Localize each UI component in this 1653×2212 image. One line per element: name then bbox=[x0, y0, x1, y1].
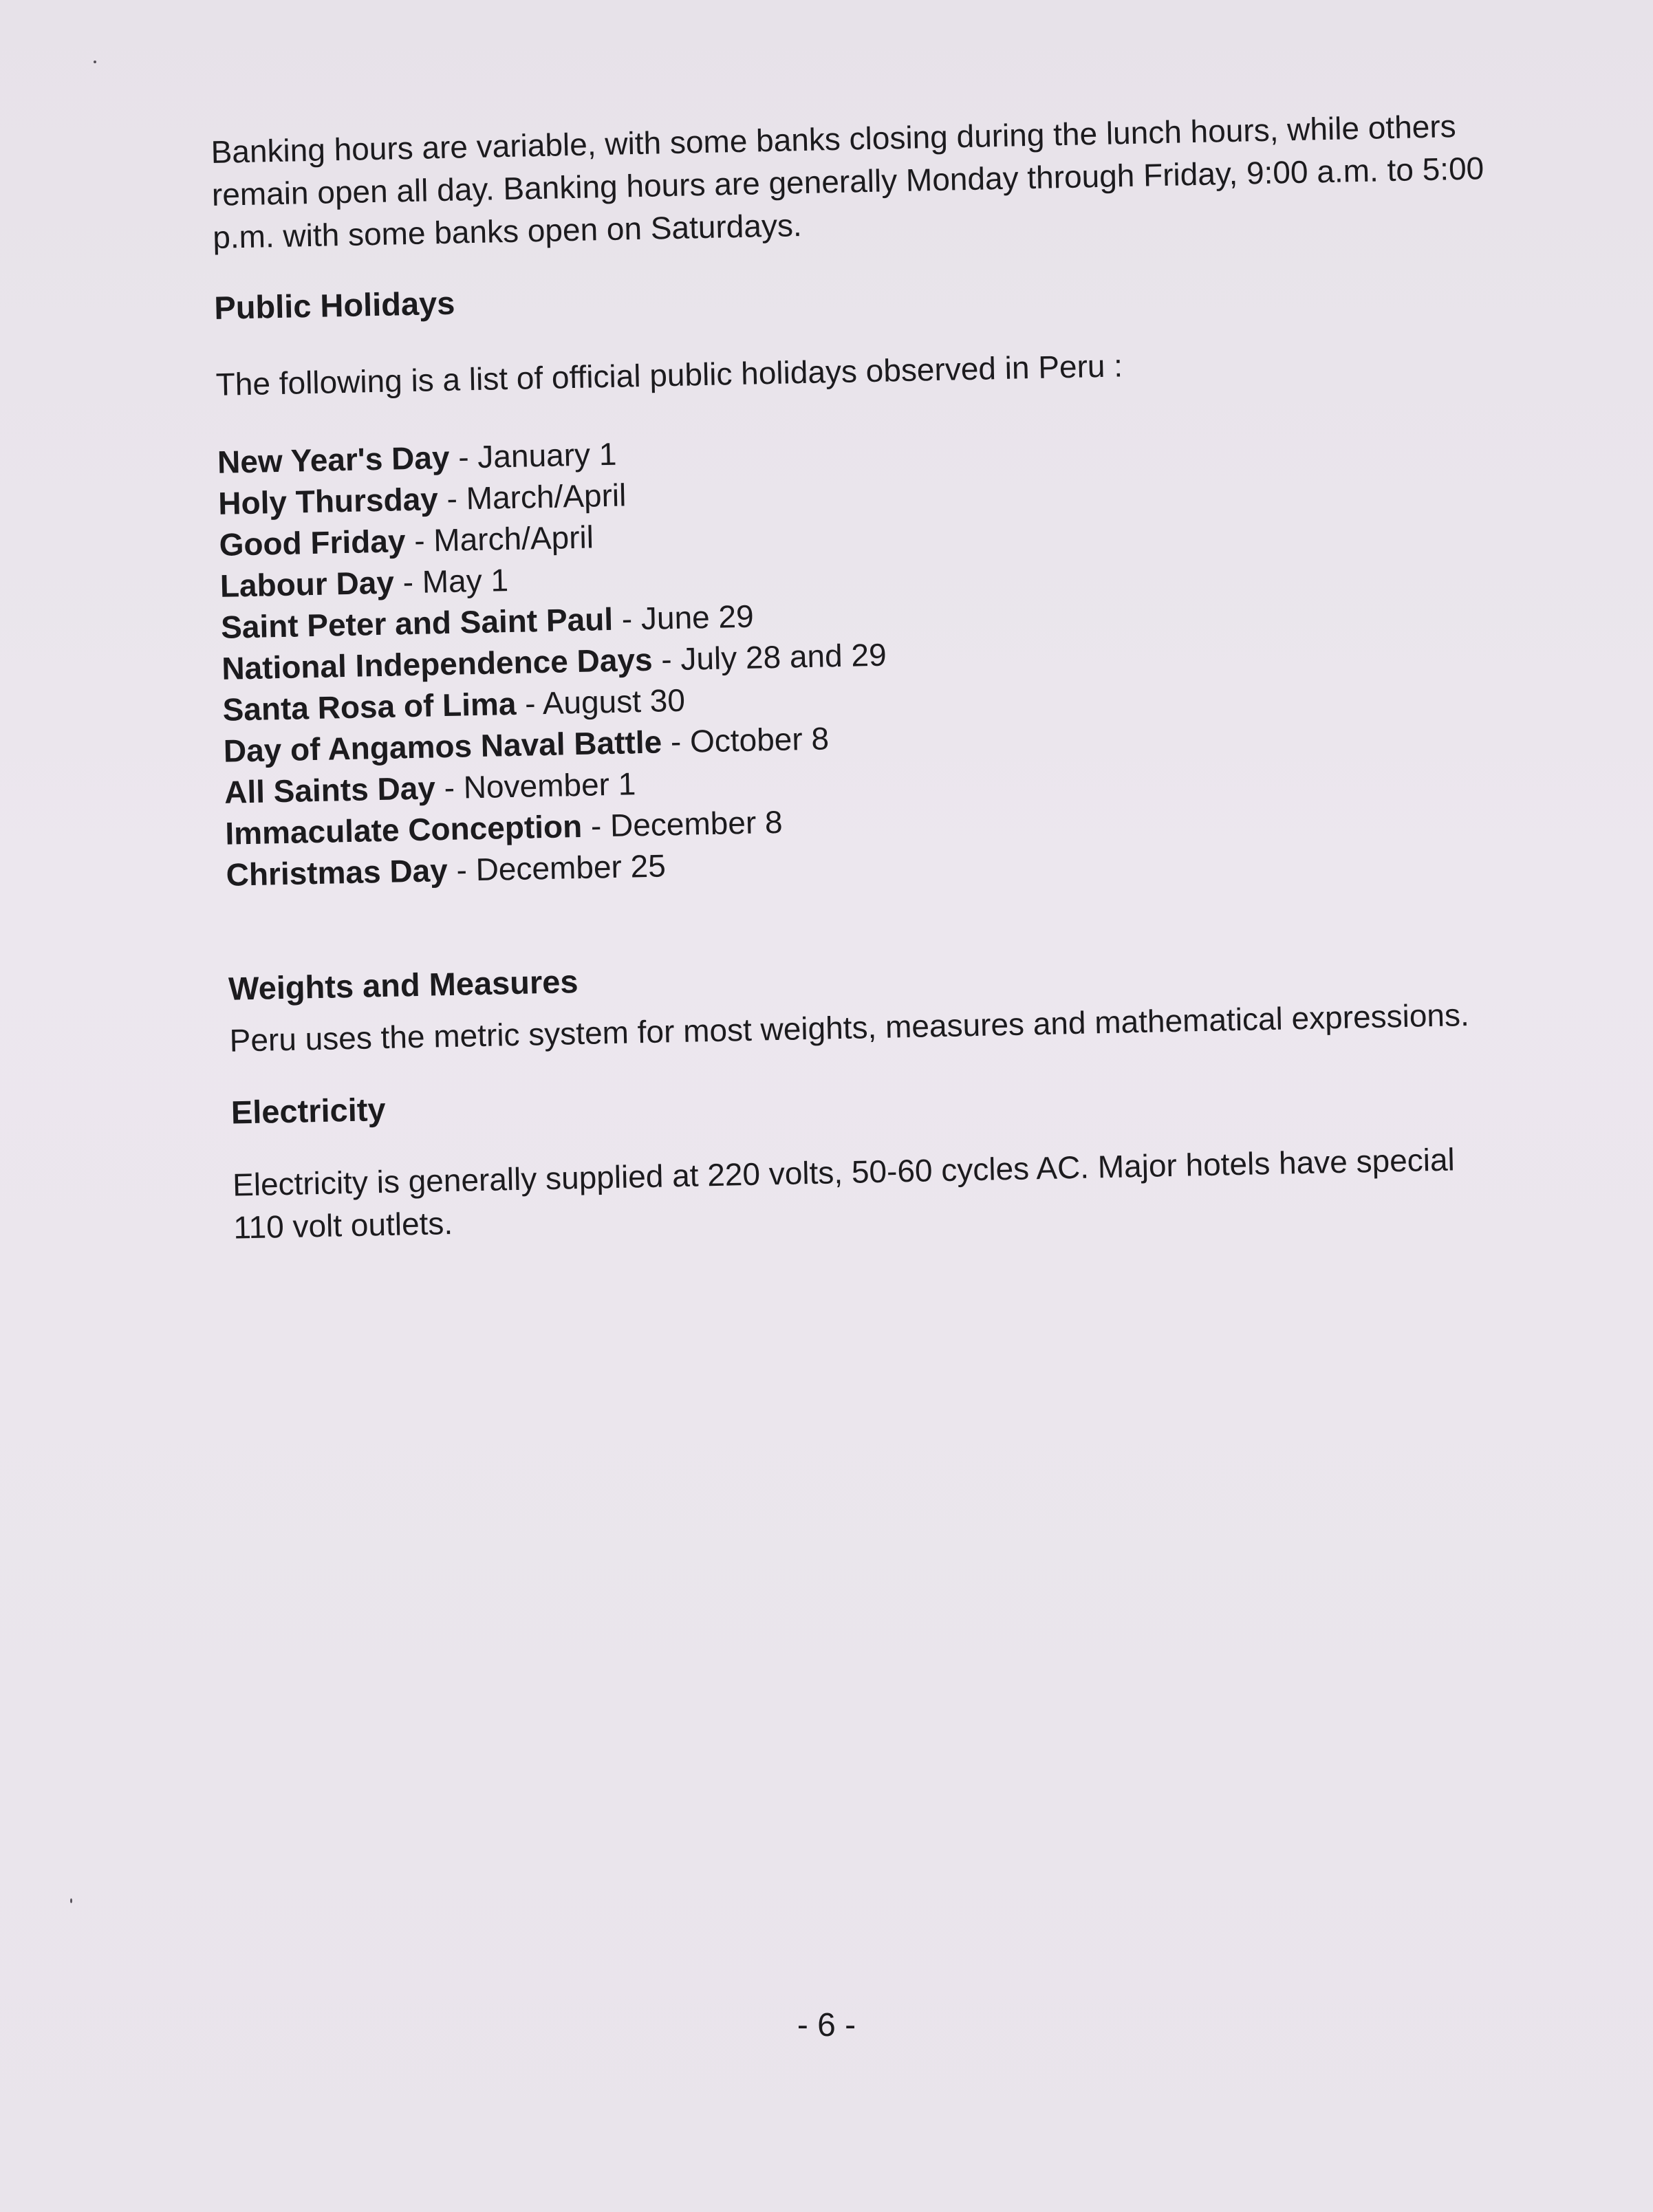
holiday-name: Christmas Day bbox=[226, 852, 449, 893]
holiday-name: Holy Thursday bbox=[217, 481, 439, 521]
public-holidays-section bbox=[214, 261, 1506, 896]
public-holidays-heading: Public Holidays bbox=[213, 284, 455, 326]
holiday-separator: - bbox=[447, 852, 477, 889]
holiday-date: May 1 bbox=[422, 562, 509, 600]
public-holidays-intro: The following is a list of official public holidays observed in Peru : bbox=[215, 347, 1123, 402]
holiday-separator: - bbox=[393, 563, 423, 600]
holiday-name: National Independence Days bbox=[221, 641, 653, 686]
holiday-separator: - bbox=[449, 438, 478, 475]
scan-speck bbox=[70, 1898, 72, 1903]
electricity-heading: Electricity bbox=[230, 1090, 387, 1131]
holiday-name: Saint Peter and Saint Paul bbox=[220, 600, 614, 645]
holiday-name: All Saints Day bbox=[224, 770, 436, 810]
holiday-name: New Year's Day bbox=[217, 439, 451, 480]
banking-section bbox=[210, 104, 1492, 259]
holiday-date: March/April bbox=[433, 519, 594, 559]
holiday-date: August 30 bbox=[542, 682, 686, 722]
weights-measures-paragraph: Peru uses the metric system for most weights, measures and mathematical expressions. bbox=[229, 996, 1470, 1059]
holiday-list bbox=[217, 415, 1505, 896]
holiday-name: Good Friday bbox=[219, 523, 406, 563]
weights-measures-section bbox=[228, 942, 1509, 1062]
electricity-paragraph: Electricity is generally supplied at 220 volts, 50-60 cycles AC. Major hotels have special 110 volt outlets. bbox=[232, 1141, 1456, 1246]
holiday-date: June 29 bbox=[640, 598, 755, 637]
holiday-date: November 1 bbox=[463, 766, 636, 805]
page-number: - 6 - bbox=[797, 2007, 856, 2043]
holiday-date: December 25 bbox=[475, 847, 667, 888]
holiday-name: Santa Rosa of Lima bbox=[222, 685, 517, 728]
holiday-date: December 8 bbox=[609, 803, 784, 844]
electricity-section bbox=[230, 1065, 1513, 1249]
holiday-date: March/April bbox=[466, 477, 627, 517]
holiday-date: October 8 bbox=[689, 720, 830, 759]
holiday-name: Labour Day bbox=[219, 564, 395, 604]
holiday-separator: - bbox=[435, 769, 464, 806]
weights-measures-heading: Weights and Measures bbox=[228, 963, 579, 1007]
holiday-separator: - bbox=[437, 480, 467, 517]
holiday-separator: - bbox=[404, 522, 434, 559]
banking-hours-paragraph: Banking hours are variable, with some banks closing during the lunch hours, while others remain open all day. Banking hours are generally Monday through Friday, 9:00 a.m. to 5:00 p.m. with some banks open on Saturdays. bbox=[210, 108, 1484, 255]
holiday-separator: - bbox=[651, 640, 681, 677]
scan-speck bbox=[94, 61, 96, 63]
holiday-date: January 1 bbox=[477, 435, 617, 475]
document-body bbox=[210, 104, 1513, 1249]
holiday-separator: - bbox=[661, 723, 691, 760]
holiday-separator: - bbox=[515, 685, 543, 722]
holiday-name: Day of Angamos Naval Battle bbox=[223, 724, 662, 769]
holiday-separator: - bbox=[612, 600, 642, 637]
holiday-date: July 28 and 29 bbox=[680, 636, 887, 677]
holiday-name: Immaculate Conception bbox=[224, 807, 583, 852]
holiday-separator: - bbox=[581, 807, 611, 844]
